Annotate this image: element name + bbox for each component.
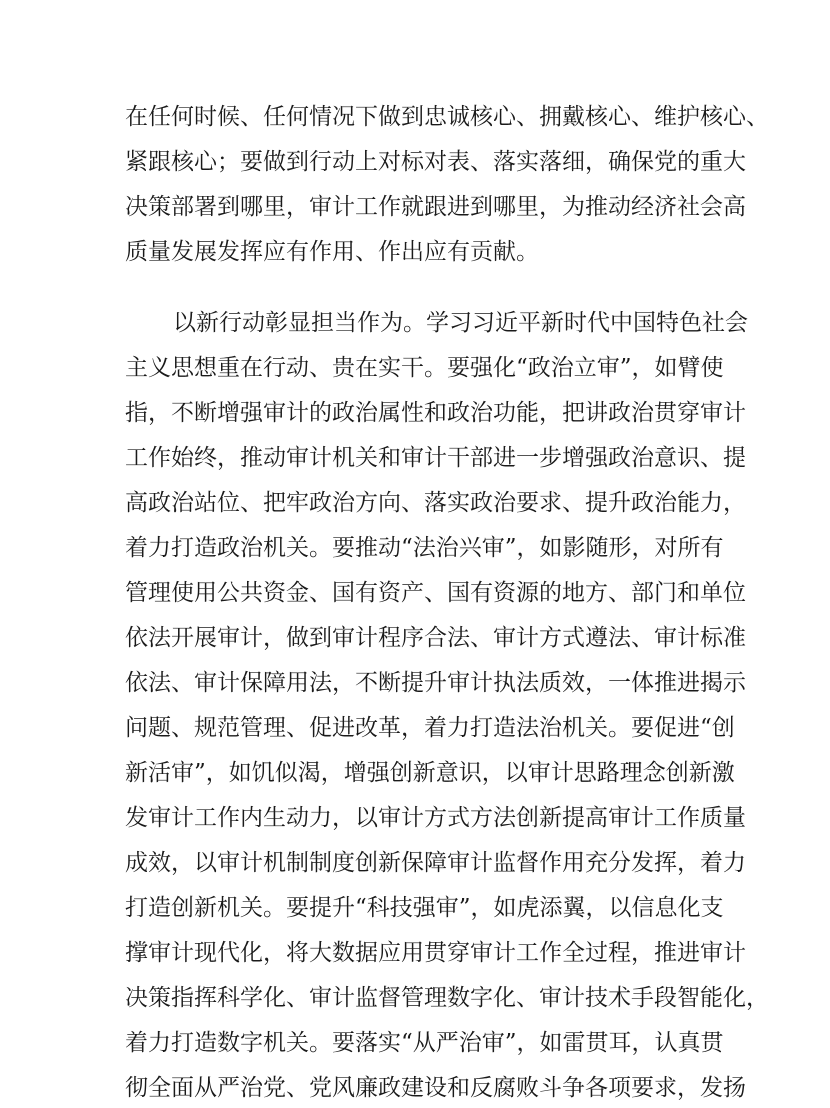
text-line: 决策部署到哪里，审计工作就跟进到哪里，为推动经济社会高 — [125, 194, 746, 220]
text-line: 发审计工作内生动力，以审计方式方法创新提高审计工作质量 — [125, 805, 746, 831]
text-line: 打造创新机关。要提升“科技强审”，如虎添翼，以信息化支 — [125, 895, 724, 921]
text-line: 问题、规范管理、促进改革，着力打造法治机关。要促进“创 — [125, 715, 735, 741]
text-line: 质量发展发挥应有作用、作出应有贡献。 — [125, 239, 539, 265]
text-line: 着力打造政治机关。要推动“法治兴审”，如影随形，对所有 — [125, 535, 724, 561]
text-line: 高政治站位、把牢政治方向、落实政治要求、提升政治能力， — [125, 490, 746, 516]
text-line: 依法、审计保障用法，不断提升审计执法质效，一体推进揭示 — [125, 670, 746, 696]
text-line: 撑审计现代化，将大数据应用贯穿审计工作全过程，推进审计 — [125, 940, 746, 966]
text-line: 以新行动彰显担当作为。学习习近平新时代中国特色社会 — [173, 310, 748, 336]
text-line: 新活审”，如饥似渴，增强创新意识，以审计思路理念创新激 — [125, 760, 735, 786]
text-line: 决策指挥科学化、审计监督管理数字化、审计技术手段智能化， — [125, 985, 769, 1011]
text-line: 依法开展审计，做到审计程序合法、审计方式遵法、审计标准 — [125, 625, 746, 651]
text-line: 着力打造数字机关。要落实“从严治审”，如雷贯耳，认真贯 — [125, 1030, 724, 1056]
text-line: 管理使用公共资金、国有资产、国有资源的地方、部门和单位 — [125, 580, 746, 606]
text-line: 在任何时候、任何情况下做到忠诚核心、拥戴核心、维护核心、 — [125, 104, 769, 130]
text-line: 主义思想重在行动、贵在实干。要强化“政治立审”，如臂使 — [125, 355, 724, 381]
text-line: 工作始终，推动审计机关和审计干部进一步增强政治意识、提 — [125, 445, 746, 471]
text-line: 彻全面从严治党、党风廉政建设和反腐败斗争各项要求，发扬 — [125, 1075, 746, 1101]
text-line: 成效，以审计机制制度创新保障审计监督作用充分发挥，着力 — [125, 850, 746, 876]
text-line: 指，不断增强审计的政治属性和政治功能，把讲政治贯穿审计 — [125, 400, 746, 426]
text-line: 紧跟核心；要做到行动上对标对表、落实落细，确保党的重大 — [125, 149, 746, 175]
